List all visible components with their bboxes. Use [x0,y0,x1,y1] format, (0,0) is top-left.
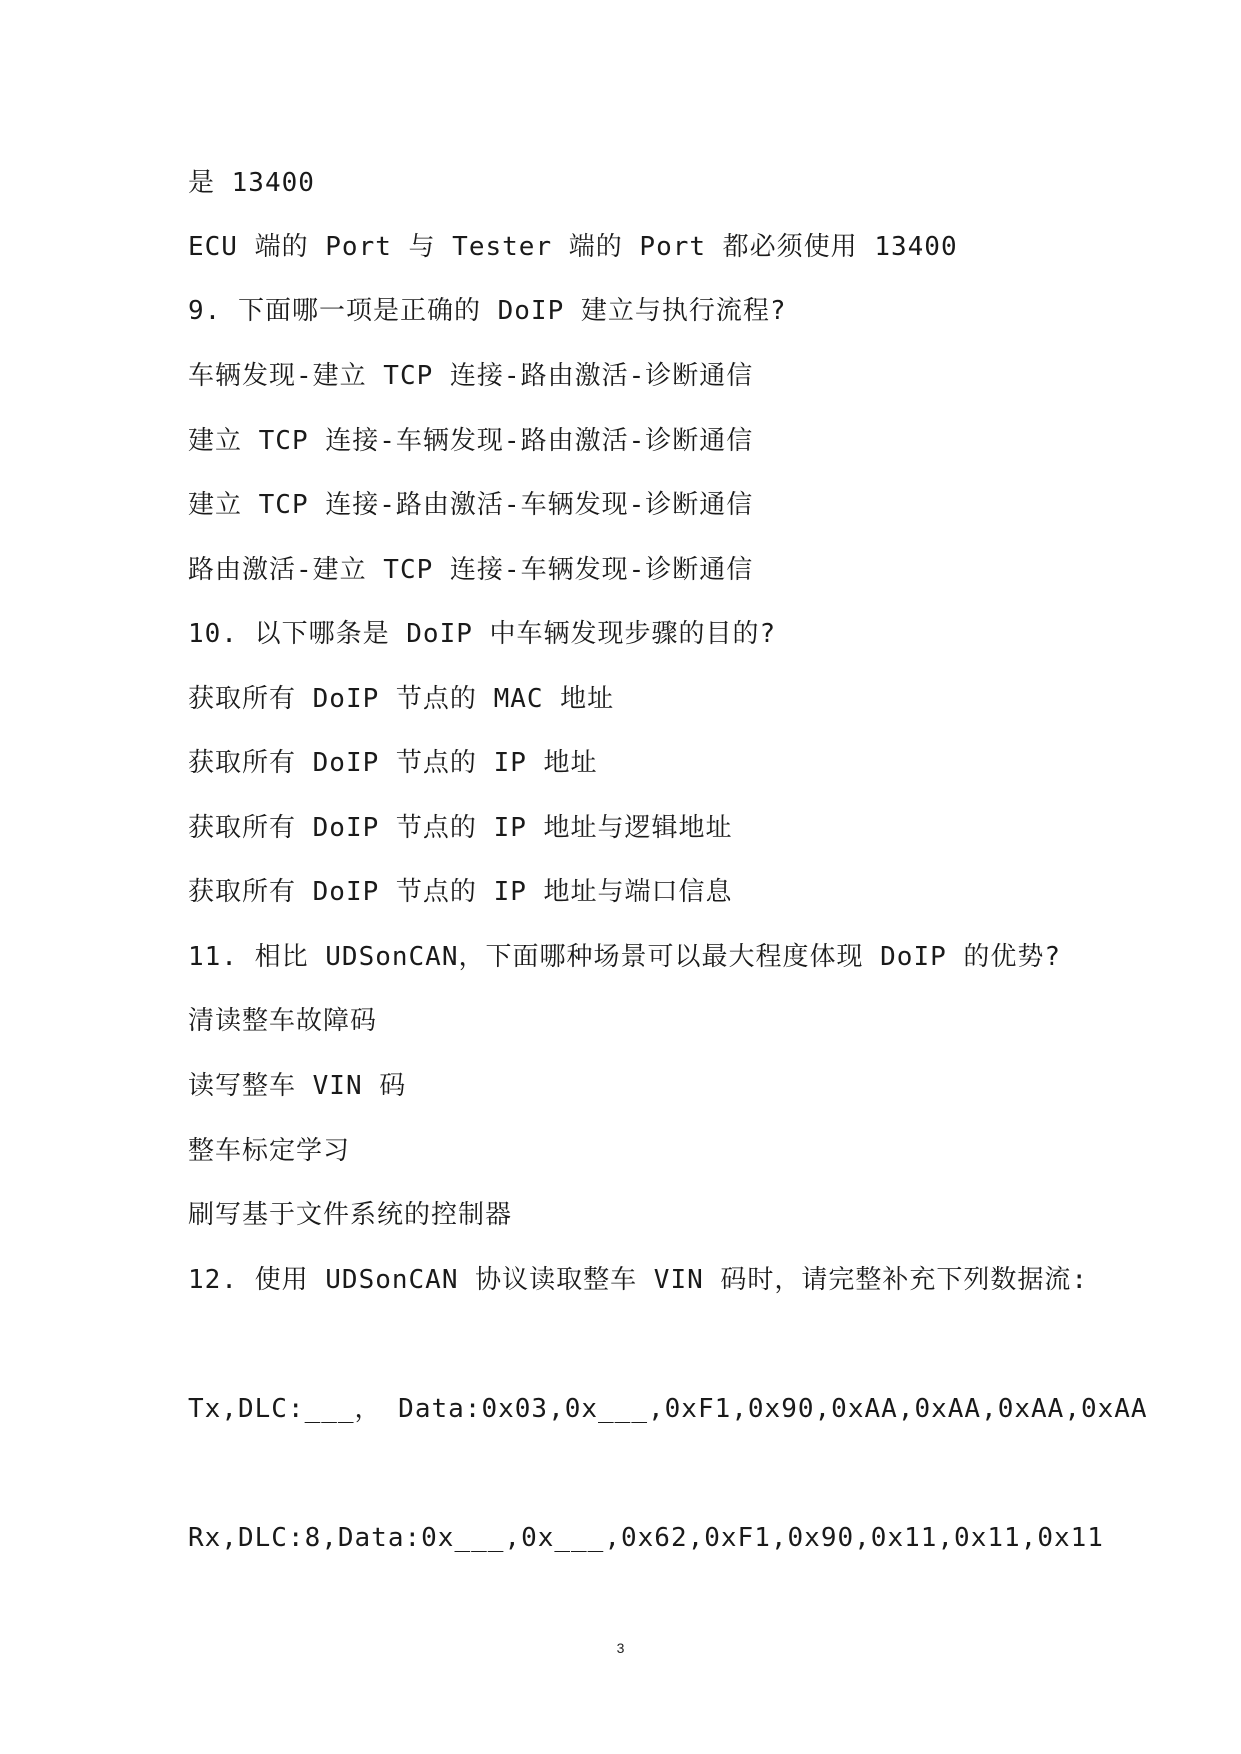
data-stream-tx: Tx,DLC:___， Data:0x03,0x___,0xF1,0x90,0xAA,0xAA,0xAA,0xAA [188,1394,1148,1424]
text-line: ECU 端的 Port 与 Tester 端的 Port 都必须使用 13400 [188,232,958,262]
option-line: 获取所有 DoIP 节点的 IP 地址与逻辑地址 [188,813,733,843]
option-line: 车辆发现-建立 TCP 连接-路由激活-诊断通信 [188,361,754,391]
option-line: 读写整车 VIN 码 [188,1071,407,1101]
question-12: 12. 使用 UDSonCAN 协议读取整车 VIN 码时，请完整补充下列数据流: [188,1265,1089,1295]
page-number: 3 [616,1640,625,1656]
data-stream-rx: Rx,DLC:8,Data:0x___,0x___,0x62,0xF1,0x90,0x11,0x11,0x11 [188,1523,1104,1553]
question-9: 9. 下面哪一项是正确的 DoIP 建立与执行流程? [188,296,787,326]
option-line: 清读整车故障码 [188,1006,378,1036]
option-line: 获取所有 DoIP 节点的 IP 地址 [188,748,598,778]
option-line: 获取所有 DoIP 节点的 IP 地址与端口信息 [188,877,733,907]
question-10: 10. 以下哪条是 DoIP 中车辆发现步骤的目的? [188,619,777,649]
option-line: 建立 TCP 连接-路由激活-车辆发现-诊断通信 [188,490,754,520]
option-line: 路由激活-建立 TCP 连接-车辆发现-诊断通信 [188,555,754,585]
question-11: 11. 相比 UDSonCAN，下面哪种场景可以最大程度体现 DoIP 的优势? [188,942,1062,972]
text-line: 是 13400 [188,168,315,198]
option-line: 刷写基于文件系统的控制器 [188,1200,513,1230]
option-line: 整车标定学习 [188,1136,351,1166]
option-line: 建立 TCP 连接-车辆发现-路由激活-诊断通信 [188,426,754,456]
option-line: 获取所有 DoIP 节点的 MAC 地址 [188,684,615,714]
